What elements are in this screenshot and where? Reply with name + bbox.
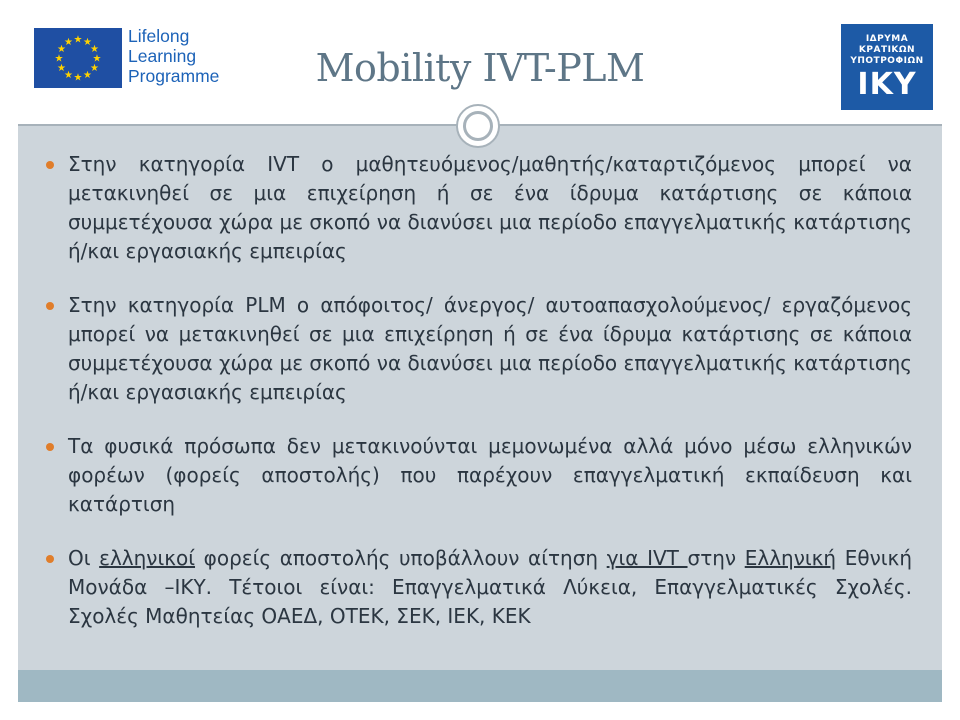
bullet-dot-icon xyxy=(46,443,54,451)
iky-line: ΥΠΟΤΡΟΦΙΩΝ xyxy=(850,56,924,66)
bullet-link-ivt[interactable]: για IVT xyxy=(606,546,688,570)
logo-line: Lifelong xyxy=(128,26,190,46)
eu-star-icon: ★ xyxy=(83,37,92,49)
eu-star-icon: ★ xyxy=(89,44,99,55)
bullet-text-part: Οι xyxy=(68,546,100,570)
bottom-band xyxy=(18,670,942,702)
bullet-text: Στην κατηγορία PLM ο απόφοιτος/ άνεργος/ αυτοαπασχολούμενος/ εργαζόμενος μπορεί να μετακινηθεί σε μια επιχείρηση ή σε ένα ίδρυμα κατάρτισης σε κάποια συμμετέχουσα χώρα με σκοπό να διανύσει μια περίοδο επαγγελματικής κατάρτισης ή/και εργασιακής εμπειρίας xyxy=(68,293,912,404)
bullet-text: Στην κατηγορία IVT ο μαθητευόμενος/μαθητής/καταρτιζόμενος μπορεί να μετακινηθεί σε μια επιχείρηση ή σε ένα ίδρυμα κατάρτισης σε κάποια συμμετέχουσα χώρα με σκοπό να διανύσει μια περίοδο επαγγελματικής κατάρτισης ή/και εργασιακής εμπειρίας xyxy=(68,152,912,263)
eu-star-icon: ★ xyxy=(89,63,99,74)
divider-ring-icon xyxy=(456,104,500,148)
eu-star-icon: ★ xyxy=(92,53,102,65)
eu-star-icon: ★ xyxy=(57,44,67,55)
bullet-dot-icon xyxy=(46,302,54,310)
bullet-item xyxy=(46,291,912,407)
bullet-list xyxy=(46,150,912,656)
eu-star-icon: ★ xyxy=(64,37,73,49)
iky-logo-big: IKY xyxy=(857,67,917,102)
bullet-text: Τα φυσικά πρόσωπα δεν μετακινούνται μεμονωμένα αλλά μόνο μέσω ελληνικών φορέων (φορείς αποστολής) που παρέχουν επαγγελματική εκπαίδευση και κατάρτιση xyxy=(68,434,912,516)
logo-line: Programme xyxy=(128,66,220,86)
lifelong-learning-text xyxy=(128,26,219,86)
bullet-dot-icon xyxy=(46,555,54,563)
bullet-text-part: φορείς αποστολής υποβάλλουν αίτηση xyxy=(195,546,607,570)
eu-star-icon: ★ xyxy=(54,53,64,65)
bullet-link-hellenic[interactable]: ελληνικοί xyxy=(99,546,196,570)
eu-star-icon: ★ xyxy=(64,69,73,81)
logo-line: Learning xyxy=(128,46,197,66)
iky-line: ΙΔΡΥΜΑ xyxy=(865,34,909,44)
eu-star-icon: ★ xyxy=(73,34,83,46)
iky-line: ΚΡΑΤΙΚΩΝ xyxy=(858,45,916,55)
bullet-dot-icon xyxy=(46,161,54,169)
bullet-item xyxy=(46,544,912,631)
page-title: Mobility IVT-PLM xyxy=(315,46,645,90)
eu-star-icon: ★ xyxy=(73,72,83,84)
lifelong-learning-logo xyxy=(34,28,244,98)
bullet-text-part: στην xyxy=(687,546,745,570)
eu-flag-icon xyxy=(34,28,122,88)
bullet-text-part: Εθνική Μονάδα –ΙΚΥ. Τέτοιοι είναι: Επαγγελματικά Λύκεια, Επαγγελματικές Σχολές. Σχολές Μαθητείας ΟΑΕΔ, ΟΤΕΚ, ΣΕΚ, ΙΕΚ, ΚΕΚ xyxy=(68,546,913,628)
bullet-link-greek-unit[interactable]: Ελληνική xyxy=(744,546,837,570)
bullet-item xyxy=(46,432,912,519)
bullet-item xyxy=(46,150,912,266)
eu-star-icon: ★ xyxy=(57,63,67,74)
iky-logo-text xyxy=(841,34,933,67)
iky-logo xyxy=(841,24,933,110)
eu-star-icon: ★ xyxy=(83,69,92,81)
